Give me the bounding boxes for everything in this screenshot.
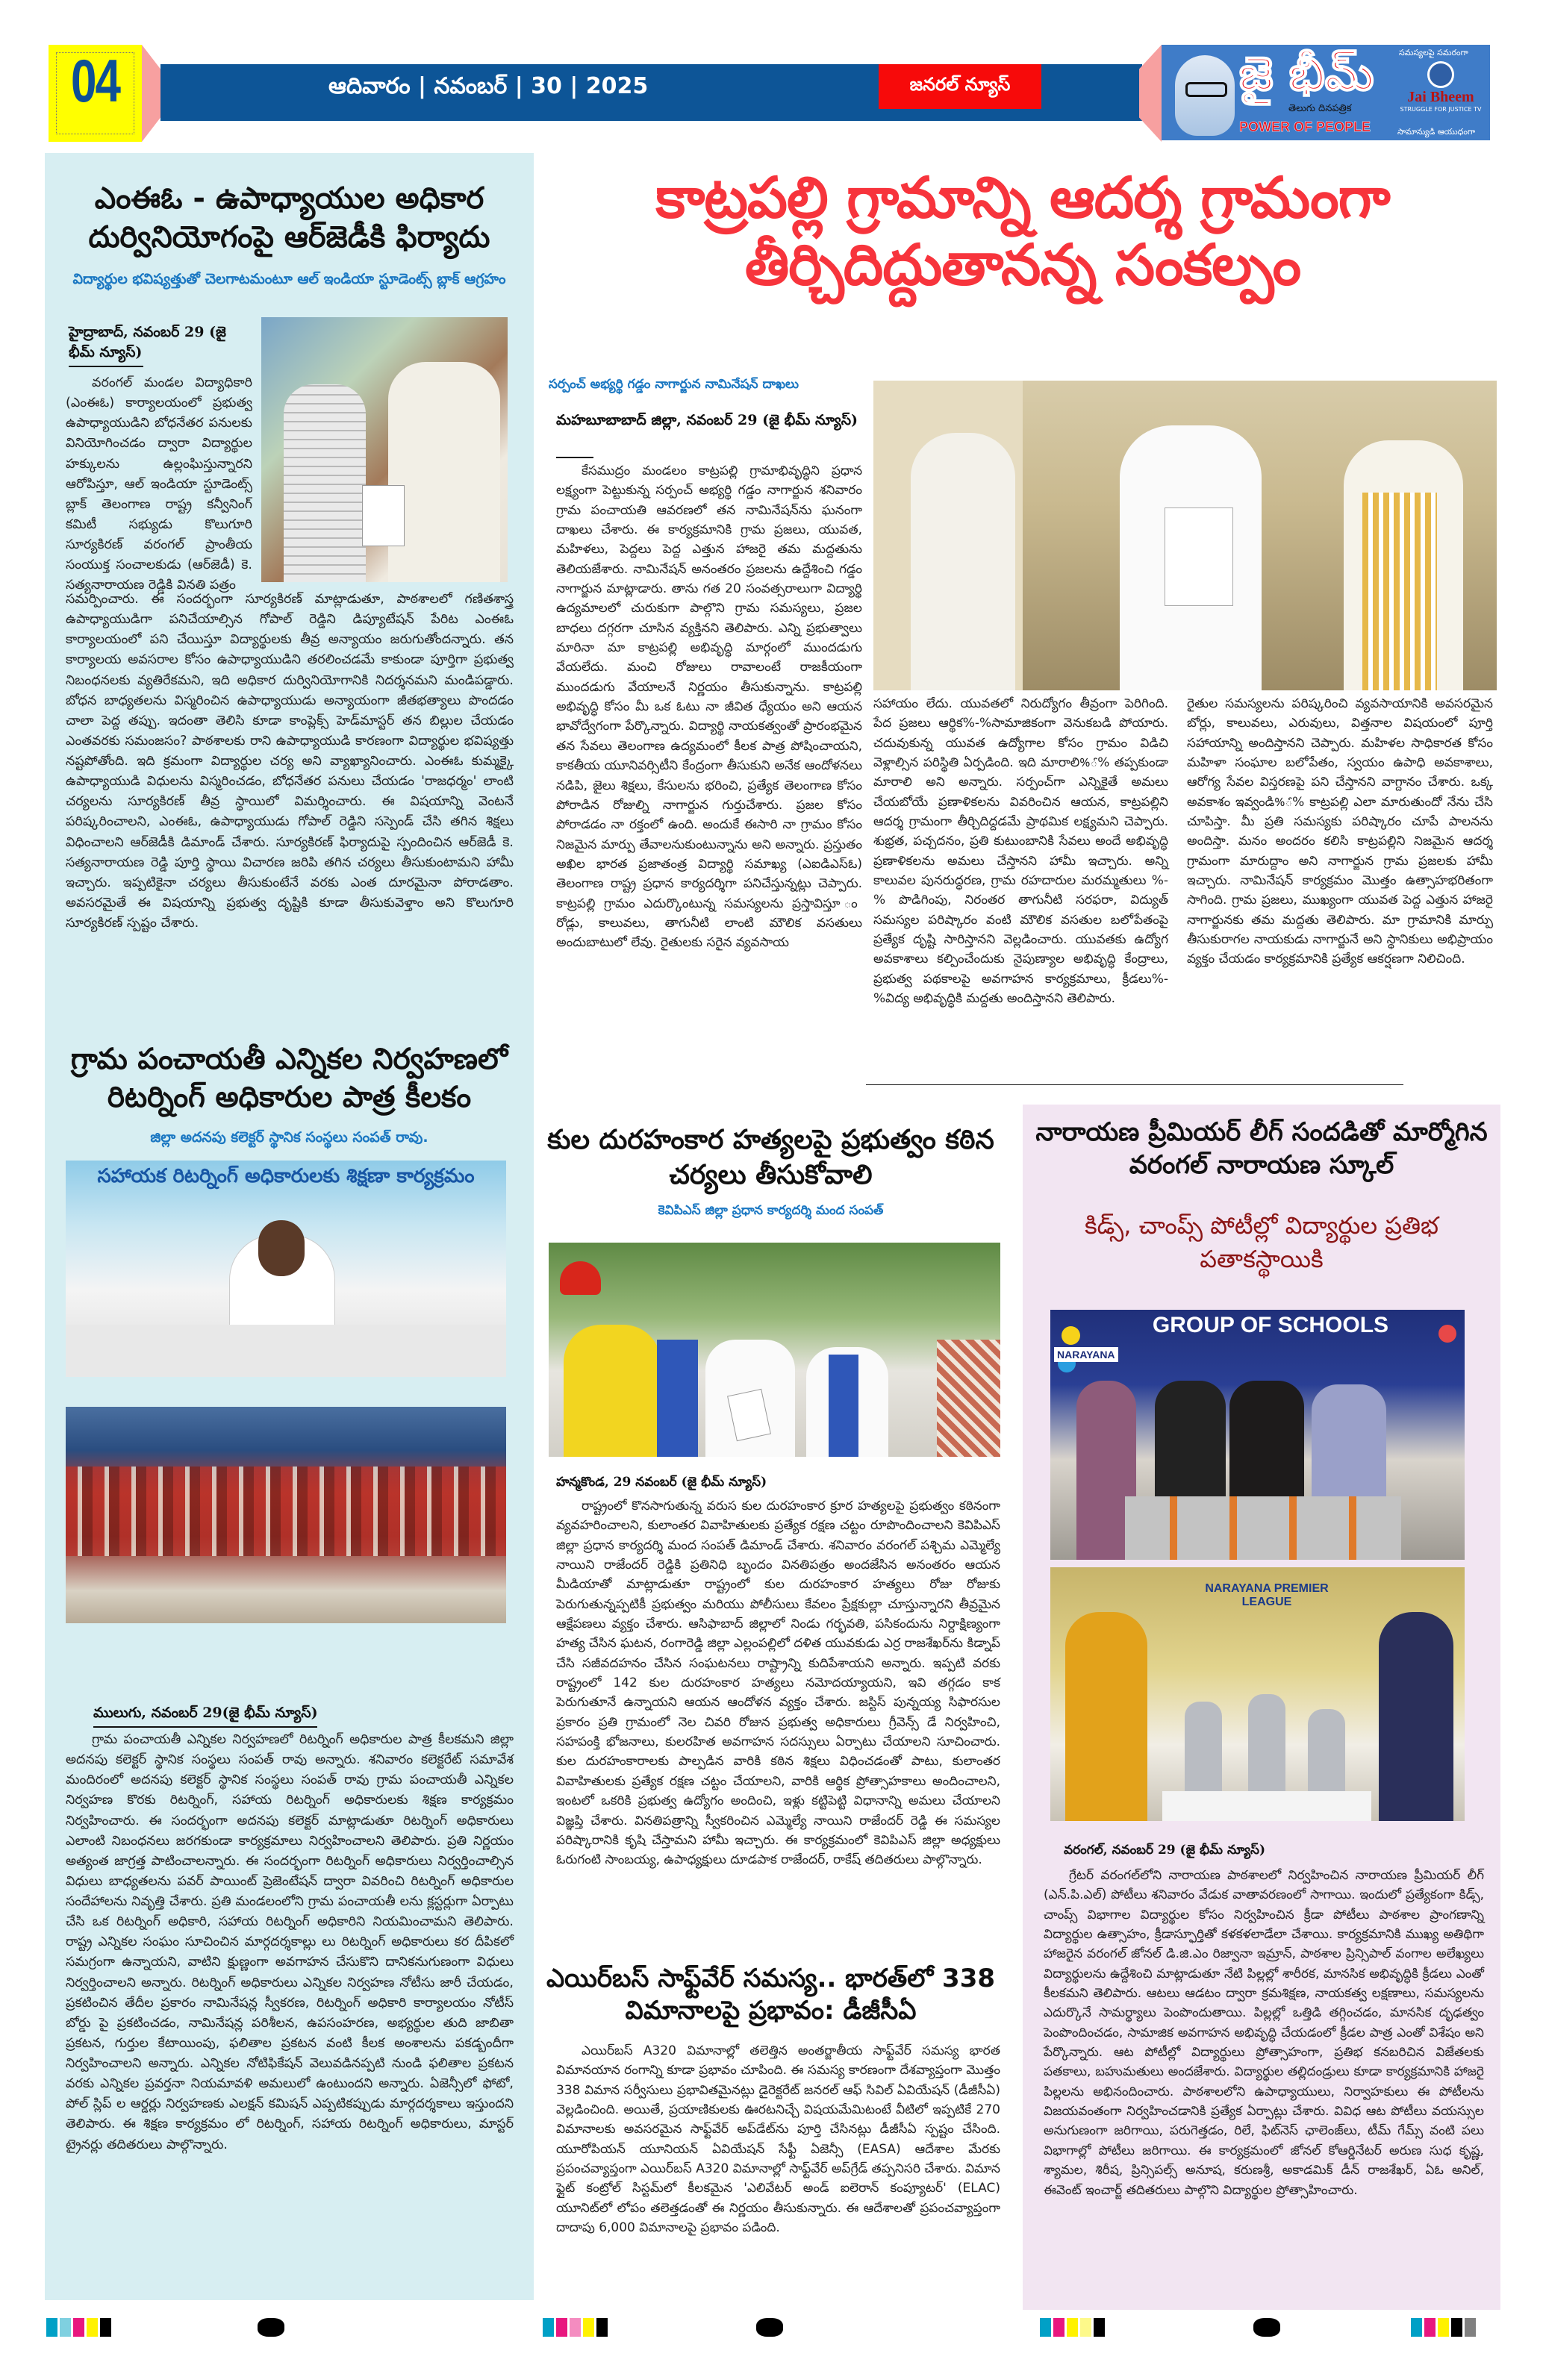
logo-name: జై భీమ్: [1239, 46, 1374, 101]
logo-subtitle: తెలుగు దినపత్రిక: [1288, 103, 1352, 114]
page-number-box: [49, 45, 142, 142]
panchayat-body: గ్రామ పంచాయతీ ఎన్నికల నిర్వహణలో రిటర్నింగ్ అధికారుల పాత్ర కీలకమని జిల్లా అదనపు కలెక్టర్ స్థానిక సంస్థలు సంపత్ రావు అన్నారు. శనివారం కలెక్టరేట్ సమావేశ మందిరంలో అదనపు కలెక్టర్ స్థానిక సంస్థలు సంపత్ రావు గ్రామ పంచాయతీ ఎన్నికల నిర్వహణ కొరకు రిటర్నింగ్, సహాయ రిటర్నింగ్ అధికారులకు శిక్షణ కార్యక్రమం నిర్వహించారు. ఈ సందర్భంగా అదనపు కలెక్టర్ మాట్లాడుతూ రిటర్నింగ్ అధికారులు ఎలాంటి నిబంధనలు జరగకుండా కార్యక్రమాలు నిర్వహించాలని తెలిపారు. ప్రతి నిర్ణయం అత్యంత జాగ్రత్త పాటించాలన్నారు. ఈ సందర్భంగా రిటర్నింగ్ అధికారులు నిర్వర్తించాల్సిన విధులు బాధ్యతలను పవర్ పాయింట్ ప్రెజెంటేషన్ ద్వారా వివరించి రిటర్నింగ్ అధికారుల సందేహాలను నివృత్తి చేశారు. ప్రతి మండలంలోని గ్రామ పంచాయతీ లను క్లస్టర్లుగా ఏర్పాటు చేసి ఒక రిటర్నింగ్ అధికారి, సహాయ రిటర్నింగ్ అధికారిని నియమించామని తెలిపారు. రాష్ట్ర ఎన్నికల సంఘం సూచించిన మార్గదర్శకాల్లు లు రిటర్నింగ్ అధికారులు కర దీపికలో సమగ్రంగా ఉన్నాయని, వాటిని క్షుణ్ణంగా అవగాహన చేసుకొని దానికనుగుణంగా విధులు నిర్వర్తించాలని అన్నారు. రిటర్నింగ్ అధికారులు ఎన్నికల నిర్వహణ నోటీసు జారీ చేయడం, ప్రకటించిన తేదీల ప్రకారం నామినేషన్ల స్వీకరణ, రిటర్నింగ్ అధికారి కార్యాలయం నోటీస్ బోర్డు పై ప్రకటించడం, నామినేషన్ల పరిశీలన, ఉపసంహరణ, అభ్యర్థుల తుది జాబితా ప్రకటన, గుర్తుల కేటాయింపు, ఫలితాల ప్రకటన వంటి కీలక అంశాలను పకడ్బందీగా నిర్వహించాలని అన్నారు. ఎన్నికల నోటిఫికేషన్ వెలువడినప్పటి నుండి ఫలితాల ప్రకటన వరకు ఎన్నికల ప్రవర్తనా నియమావళి అమలులో ఉంటుందని అన్నారు. ఏజెన్సీలో ఫోటో, పోల్ స్లిప్ ల ఆర్డర్లు నిర్వహణకు ఎలక్షన్ కమిషన్ ఎప్పటికప్పుడు మార్గదర్శకాలు ఇస్తుందని తెలిపారు. ఈ శిక్షణ కార్యక్రమం లో రిటర్నింగ్, సహాయ రిటర్నింగ్ అధికారులు, మాస్టర్ ట్రైనర్లు తదితరులు పాల్గొన్నారు.: [66, 1732, 514, 2152]
color-bar-1: [46, 2318, 111, 2337]
swatch-light-yellow: [1080, 2318, 1091, 2337]
airbus-headline: ఎయిర్‌బస్ సాఫ్ట్‌వేర్ సమస్య.. భారత్‌లో 338 విమానాలపై ప్రభావం: డీజీసీఏ: [546, 1964, 996, 2026]
page-number-fold: [142, 45, 160, 142]
panchayat-dateline: ములుగు, నవంబర్ 29(జై భీమ్ న్యూస్): [93, 1705, 318, 1721]
panchayat-rule: [93, 1726, 317, 1728]
meo-body-wide: సమర్పించారు. ఈ సందర్భంగా సూర్యకిరణ్ మాట్లాడుతూ, పాఠశాలలో గణితశాస్త్ర ఉపాధ్యాయుడిగా పనిచేయాల్సిన గోపాల్ రెడ్డిని డిప్యూటేషన్ పేరిట ఎంఈఓ కార్యాలయంలో పని చేయిస్తూ విద్యార్థులకు తీవ్ర అన్యాయం జరుగుతోందన్నారు. తన కార్యాలయ అవసరాల కోసం ఉపాధ్యాయుడిని తరలించడమే కాకుండా పూర్తిగా ప్రభుత్వ నిబంధనలకు వ్యతిరేకమని, ఇది అధికార దుర్వినియోగానికి నిదర్శనమని మండిపడ్డారు. బోధన బాధ్యతలను విస్మరించిన ఉపాధ్యాయుడు అన్యాయంగా జీతభత్యాలు పొందడం చాలా పెద్ద తప్పు. ఇదంతా తెలిసి కూడా కాంప్లెక్స్ హెడ్‌మాస్టర్ తన బిల్లుల చేయడం ఎంతవరకు సమంజసం? పాఠశాలకు రాని ఉపాధ్యాయుడి కారణంగా విద్యార్థుల భవిష్యత్తు నష్టపోతోంది. ఇది క్రమంగా విద్యార్థుల చర్య అని వ్యాఖ్యానించారు. ఎంఈఓ కుమ్మక్కై ఉపాధ్యాయుడి విధులను విస్మరించడం, బోధనేతర పనులు చేయడం 'రాజధర్మం' లాంటి చర్యలను సూర్యకిరణ్ తీవ్ర స్థాయిలో విమర్శించారు. ఈ విషయాన్ని వెంటనే పరిష్కరించాలని, ఎంఈఓ, ఉపాధ్యాయుడు గోపాల్ రెడ్డిని సస్పెండ్ చేసి తగిన శిక్షలు విధించాలని ఆర్‌జెడీకి డిమాండ్ చేశారు. సూర్యకిరణ్ ఫిర్యాదుపై స్పందించిన ఆర్‌జెడీ కె. సత్యనారాయణ రెడ్డి పూర్తి స్థాయి విచారణ జరిపి తగిన చర్యలు తీసుకుంటామని హామీ ఇచ్చారు. ఇప్పటికైనా చర్యలు తీసుకుంటేనే వరకు ఎంత దూరమైనా పోరాడతాం. అవసరమైతే ఈ విషయాన్ని ప్రభుత్వ దృష్టికి కూడా తీసుకువెళ్తాం అని కొలుగూరి సూర్యకిరణ్ స్పష్టం చేశారు.: [66, 592, 514, 931]
swatch-yellow: [583, 2318, 594, 2337]
meo-photo: [261, 317, 508, 582]
meo-body-narrow: వరంగల్ మండల విద్యాధికారి (ఎంఈఓ) కార్యాలయంలో ప్రభుత్వ ఉపాధ్యాయుడిని బోధనేతర పనులకు వినియోగించడం ద్వారా విద్యార్థుల హక్కులను ఉల్లంఘిస్తున్నారని ఆరోపిస్తూ, ఆల్ ఇండియా స్టూడెంట్స్ బ్లాక్ తెలంగాణ రాష్ట్ర కన్వీనింగ్ కమిటీ సభ్యుడు కొలుగూరి సూర్యకిరణ్ వరంగల్ ప్రాంతీయ సంయుక్త సంచాలకుడు (ఆర్‌జెడీ) కె. సత్యనారాయణ రెడ్డికి వినతి పత్రం: [66, 375, 252, 593]
narayana-photo-1: [1050, 1310, 1465, 1560]
katrapalli-photo: [873, 381, 1497, 690]
registration-mark-3: [1253, 2318, 1280, 2337]
training-banner-text: సహాయక రిటర్నింగ్ అధికారులకు శిక్షణా కార్యక్రమం: [97, 1165, 475, 1187]
registration-mark-2: [756, 2318, 783, 2337]
logo-fold: [1139, 45, 1162, 142]
page-number: 04: [71, 48, 119, 116]
swatch-magenta: [1424, 2318, 1436, 2337]
tv-sub: STRUGGLE FOR JUSTICE TV: [1400, 106, 1482, 113]
logo-motto-top: సమస్యలపై సమరంగా: [1399, 48, 1468, 57]
swatch-cyan: [1411, 2318, 1422, 2337]
katrapalli-col3: రైతుల సమస్యలను పరిష్కరించి వ్యవసాయానికి అవసరమైన బోర్లు, కాలువలు, ఎరువులు, విత్తనాల విషయంలో పూర్తి సహాయాన్ని అందిస్తానని చెప్పారు. మహిళల సాధికారత కోసం మహిళా సంఘాల బలోపేతం, స్వయం ఉపాధి అవకాశాలు, ఆరోగ్య సేవల విస్తరణపై పని చేస్తానని వాగ్దానం చేశారు. ఒక్క అవకాశం ఇవ్వండి%ౕ% కాట్రపల్లి ఎలా మారుతుందో నేను చేసి చూపిస్తా. మీ ప్రతి సమస్యకు పరిష్కారం చూపే పాలనను అందిస్తా. మనం అందరం కలిసి కాట్రపల్లిని నిజమైన ఆదర్శ గ్రామంగా మారుద్దాం అని నాగార్జున గ్రామ ప్రజలకు హామీ ఇచ్చారు. నామినేషన్ కార్యక్రమం మొత్తం ఉత్సాహభరితంగా సాగింది. గ్రామ ప్రజలు, ముఖ్యంగా యువత పెద్ద ఎత్తున హాజరై నాగార్జునకు తమ మద్దతు తెలిపారు. మా గ్రామానికి మార్పు తీసుకురాగల నాయకుడు నాగార్జునే అని స్థానికులు అభిప్రాయం వ్యక్తం చేయడం కార్యక్రమానికి ప్రత్యేక ఆకర్షణగా నిలిచింది.: [1187, 696, 1493, 967]
tv-emblem-icon: [1427, 61, 1454, 88]
swatch-black: [100, 2318, 111, 2337]
swatch-magenta: [1053, 2318, 1064, 2337]
katrapalli-subhead: సర్పంచ్ అభ్యర్థి గడ్డం నాగార్జున నామినేషన్ దాఖలు: [549, 377, 799, 392]
section-label: జనరల్ న్యూస్: [879, 64, 1041, 109]
meo-dateline: హైద్రాబాద్, నవంబర్ 29 (జై భీమ్ న్యూస్): [69, 324, 226, 360]
color-bar-3: [1040, 2318, 1105, 2337]
swatch-yellow: [87, 2318, 98, 2337]
narayana-dateline: వరంగల్, నవంబర్ 29 (జై భీమ్ న్యూస్): [1064, 1843, 1266, 1858]
meo-rule: [69, 366, 143, 367]
katrapalli-dateline: మహబూబాబాద్ జిల్లా, నవంబర్ 29 (జై భీమ్ న్యూస్): [556, 412, 858, 428]
narayana-body: గ్రేటర్ వరంగల్‌లోని నారాయణ పాఠశాలలో నిర్వహించిన నారాయణ ప్రీమియర్ లీగ్ (ఎన్.పి.ఎల్) పోటీలు శనివారం వేడుక వాతావరణంలో సాగాయి. ఇందులో ప్రత్యేకంగా కిడ్స్, చాంప్స్ విభాగాల విద్యార్థుల కోసం నిర్వహించిన క్రీడా పోటీలు పాఠశాల ప్రాంగణాన్ని విద్యార్థుల ఉత్సాహం, క్రీడాస్ఫూర్తితో కళకళలాడేలా చేశాయి. కార్యక్రమానికి ముఖ్య అతిథిగా హాజరైన వరంగల్ జోనల్ డి.జి.ఎం రిజ్వానా ఇమ్రాన్, పాఠశాల ప్రిన్సిపాల్ వంగాల అలేఖ్యలు విద్యార్థులను ఉద్దేశించి మాట్లాడుతూ నేటి పిల్లల్లో శారీరక, మానసిక అభివృద్ధికి క్రీడలు ఎంతో కీలకమని తెలిపారు. ఆటలు ఆడటం ద్వారా క్రమశిక్షణ, నాయకత్వ లక్షణాలు, సమస్యలను ఎదుర్కొనే సామర్థ్యాలు పెంపొందుతాయి. పిల్లల్లో ఒత్తిడి తగ్గించడం, మానసిక దృఢత్వం పెంపొందించడం, సామాజిక అవగాహన అభివృద్ధి చేయడంలో క్రీడల పాత్ర ఎంతో విశేషం అని పేర్కొన్నారు. ఆట పోటీల్లో విద్యార్థులు ప్రోత్సాహంగా, ప్రతిభ కనబరిచిన విజేతలకు పతకాలు, బహుమతులు అందజేశారు. విద్యార్థుల తల్లిదండ్రులు కూడా కార్యక్రమానికి హాజరై పిల్లలను అభినందించారు. పాఠశాలలోని ఉపాధ్యాయులు, నిర్వాహకులు ఈ పోటీలను విజయవంతంగా నిర్వహించడానికి ప్రత్యేక ఏర్పాట్లు చేశారు. వివిధ ఆట పోటీలు వయస్సుల అనుగుణంగా జరిగాయి, పరుగెత్తడం, రిలే, ఫిట్‌నెస్ ఛాలెంజ్‌లు, టీమ్ గేమ్స్ వంటి పలు విభాగాల్లో పోటీలు జరిగాయి. ఈ కార్యక్రమంలో జోనల్ కోఆర్డినేటర్ అరుణ సుధ కృష్ణ, శ్యామల, శిరీష, ప్రిన్సిపల్స్ అనూష, కరుణశ్రీ, అకాడమిక్ డీన్ రాజశేఖర్, ఏఓ అనిల్, ఈవెంట్ ఇంచార్జ్ తదితరులు పాల్గొని విద్యార్థుల ప్రోత్సాహించారు.: [1044, 1868, 1484, 2198]
tv-name: Jai Bheem: [1407, 89, 1474, 105]
swatch-black: [596, 2318, 608, 2337]
swatch-cyan: [1040, 2318, 1051, 2337]
narayana-headline: నారాయణ ప్రీమియర్ లీగ్ సందడితో మార్మోగిన వరంగల్ నారాయణ స్కూల్: [1035, 1117, 1488, 1181]
caste-body: రాష్ట్రంలో కొనసాగుతున్న వరుస కుల దురహంకార క్రూర హత్యలపై ప్రభుత్వం కఠినంగా వ్యవహరించాలని, కులాంతర వివాహితులకు ప్రత్యేక రక్షణ చట్టం రూపొందించాలని కెవిపిఎస్ జిల్లా ప్రధాన కార్యదర్శి మంద సంపత్ డిమాండ్ చేశారు. శనివారం వరంగల్ పశ్చిమ ఎమ్మెల్యే నాయిని రాజేందర్ రెడ్డికి ప్రతినిధి బృందం వినతిపత్రం అందజేసిన అనంతరం ఆయన మీడియాతో మాట్లాడుతూ రాష్ట్రంలో కుల దురహంకార హత్యలు రోజు రోజుకు పెరుగుతున్నప్పటికీ ప్రభుత్వం మరియు పోలీసులు కేవలం ప్రేక్షకుల్లా చూస్తున్నారని తీవ్రమైన ఆక్షేపణలు వ్యక్తం చేశారు. ఆసిఫాబాద్ జిల్లాలో నిండు గర్భవతి, పసికందును నిర్దాక్షిణ్యంగా హత్య చేసిన ఘటన, రంగారెడ్డి జిల్లా ఎల్లంపల్లిలో దళిత యువకుడు ఎర్ర రాజశేఖర్‌ను కిడ్నాప్ చేసి సజీవదహనం చేసిన సంఘటనలు రాష్ట్రాన్ని కుదిపేశాయని అన్నారు. ఇప్పటి వరకు రాష్ట్రంలో 142 కుల దురహంకార హత్యలు నమోదయ్యాయని, ఇవి తగ్గడం కాక పెరుగుతూనే ఉన్నాయని ఆయన ఆందోళన వ్యక్తం చేశారు. జస్టిస్ పున్నయ్య సిఫారసుల ప్రకారం ప్రతి గ్రామంలో నెల చివరి రోజున ప్రభుత్వ అధికారులు గ్రీవెన్స్ డే నిర్వహించి, సహపంక్తి భోజనాలు, కులరహిత అవగాహన సదస్సులు ఏర్పాటు చేయాలని సూచించారు. కుల దురహంకారాలకు పాల్పడిన వారికి కఠిన శిక్షలు విధించడంతో పాటు, కులాంతర వివాహితులకు ప్రత్యేక రక్షణ చట్టం చేయాలని, వారికి ఆర్థిక ప్రోత్సాహకాలు అందించాలని, ఇంటలో ఒకరికి ప్రభుత్వ ఉద్యోగం అందించి, ఇళ్లు కట్టిపెట్టి విధానాన్ని అమలు చేయాలని విజ్ఞప్తి చేశారు. వినతిపత్రాన్ని స్వీకరించిన ఎమ్మెల్యే నాయిని రాజేందర్ రెడ్డి ఈ సమస్యల పరిష్కారానికి కృషి చేస్తామని హామీ ఇచ్చారు. ఈ కార్యక్రమంలో కెవిపిఎస్ జిల్లా అధ్యక్షులు ఓరుగంటి సాంబయ్య, ఉపాధ్యక్షులు దూడపాక రాజేందర్, రాకేష్ తదితరులు పాల్గొన్నారు.: [556, 1499, 1000, 1868]
ambedkar-portrait-icon: [1175, 55, 1235, 136]
registration-mark-1: [258, 2318, 284, 2337]
panchayat-photo-1: [66, 1161, 506, 1377]
photo-brand-text: NARAYANA: [1054, 1347, 1118, 1362]
swatch-magenta: [556, 2318, 567, 2337]
narayana-subhead: కిడ్స్, చాంప్స్ పోటీల్లో విద్యార్థుల ప్రతిభ పతాకస్థాయికి: [1084, 1211, 1439, 1273]
caste-subhead: కెవిపిఎస్ జిల్లా ప్రధాన కార్యదర్శి మంద సంపత్: [658, 1203, 884, 1218]
masthead-logo: [1162, 45, 1490, 140]
swatch-magenta: [73, 2318, 84, 2337]
story-divider: [866, 1084, 1403, 1085]
meo-headline: ఎంఈఓ - ఉపాధ్యాయుల అధికార దుర్వినియోగంపై ఆర్‌జెడీకి ఫిర్యాదు: [88, 181, 490, 254]
caste-photo: [549, 1243, 1000, 1457]
meo-subhead: విద్యార్థుల భవిష్యత్తుతో చెలగాటమంటూ ఆల్ ఇండియా స్టూడెంట్స్ బ్లాక్ ఆగ్రహం: [72, 271, 506, 287]
katrapalli-col2: సహాయం లేదు. యువతలో నిరుద్యోగం తీవ్రంగా పెరిగింది. పేద ప్రజలు ఆర్థిక%-%సామాజికంగా వెనుకబడి పోయారు. చదువుకున్న యువత ఉద్యోగాల కోసం గ్రామం విడిచి వెళ్లాల్సిన పరిస్థితి ఏర్పడింది. ఇది మారాలి%ౕ% తప్పకుండా మారాలి అని అన్నారు. సర్పంచ్‌గా ఎన్నికైతే అమలు చేయబోయే ప్రణాళికలను వివరించిన ఆయన, కాట్రపల్లిని ఆదర్శ గ్రామంగా తీర్చిదిద్దడమే ప్రాథమిక లక్ష్యమని చెప్పారు. శుభ్రత, పచ్చదనం, ప్రతి కుటుంబానికి సేవలు అందే అభివృద్ధి ప్రణాళికలను అమలు చేస్తానని హామీ ఇచ్చారు. అన్ని కాలువల పునరుద్ధరణ, గ్రామ రహదారుల మరమ్మతులు %-% పొడిగింపు, నిరంతర తాగునీటి సరఫరా, విద్యుత్ సమస్యల పరిష్కారం వంటి మౌలిక వసతుల బలోపేతంపై ప్రత్యేక దృష్టి సారిస్తానని వెల్లడించారు. యువతకు ఉద్యోగ అవకాశాలు కల్పించేందుకు నైపుణ్యాల అభివృద్ధి కేంద్రాలు, ప్రభుత్వ పథకాలపై అవగాహన కార్యక్రమాలు, క్రీడలు%-%విద్య అభివృద్ధికి మద్దతు అందిస్తానని తెలిపారు.: [873, 696, 1168, 1007]
swatch-light-magenta: [570, 2318, 581, 2337]
logo-tagline: POWER OF PEOPLE: [1239, 119, 1371, 134]
katrapalli-col1: కేసముద్రం మండలం కాట్రపల్లి గ్రామాభివృద్ధిని ప్రధాన లక్ష్యంగా పెట్టుకున్న సర్పంచ్ అభ్యర్థి గడ్డం నాగార్జున శనివారం గ్రామ పంచాయతి ఆవరణలో తన నామినేషన్‌ను ఘనంగా దాఖలు చేశారు. ఈ కార్యక్రమానికి గ్రామ ప్రజలు, యువత, మహిళలు, పెద్దలు పెద్ద ఎత్తున హాజరై తమ మద్దతును తెలియజేశారు. నామినేషన్ అనంతరం ప్రజలను ఉద్దేశించి గడ్డం నాగార్జున మాట్లాడారు. తాను గత 20 సంవత్సరాలుగా విద్యార్థి ఉద్యమాలలో చురుకుగా పాల్గొని గ్రామ సమస్యలు, ప్రజల బాధలు దగ్గరగా చూసిన వ్యక్తినని తెలిపారు. ఎన్ని ప్రభుత్వాలు మారినా మా కాట్రపల్లి అభివృద్ధి మార్గంలో ముందడుగు వేయలేదు. మంచి రోజులు రావాలంటే రాజకీయంగా ముందడుగు వేయాలనే నిర్ణయం తీసుకున్నాను. కాట్రపల్లి అభివృద్ధి కోసం మీ ఒక ఓటు నా జీవిత ధ్యేయం అని ఆయన భావోద్వేగంగా పేర్కొన్నారు. విద్యార్థి నాయకత్వంతో ప్రారంభమైన తన సేవలు తెలంగాణ ఉద్యమంలో కీలక పాత్ర పోషించాయని, కాకతీయ యూనివర్సిటీని కేంద్రంగా తీసుకుని అనేక ఆందోళనలు నడిపి, జైలు శిక్షలు, కేసులను భరించి, ప్రత్యేక తెలంగాణ కోసం పోరాడిన రోజుల్ని నాగార్జున గుర్తుచేశారు. ప్రజల కోసం పోరాడడం నా రక్తంలో ఉంది. అందుకే ఈసారి నా గ్రామం కోసం నిజమైన మార్పు తేవాలనుకుంటున్నాను అని అన్నారు. ప్రస్తుతం అఖిల భారత ప్రజాతంత్ర విద్యార్థి సమాఖ్య (ఎఐడిఎస్ఓ) తెలంగాణ రాష్ట్ర ప్రధాన కార్యదర్శిగా పనిచేస్తున్నట్లు చెప్పారు. కాట్రపల్లి గ్రామం ఎదుర్కొంటున్న సమస్యలను ప్రస్తావిస్తూ ం రోడ్లు, కాలువలు, తాగునీటి లాంటి మౌలిక వసతులు అందుబాటులో లేవు. రైతులకు సరైన వ్యవసాయ: [556, 463, 862, 951]
color-bar-2: [543, 2318, 608, 2337]
color-bar-4: [1411, 2318, 1476, 2337]
photo2-banner-text: NARAYANA PREMIER LEAGUE: [1205, 1582, 1329, 1608]
katrapalli-rule: [556, 457, 593, 458]
airbus-body: ఎయిర్‌బస్ A320 విమానాల్లో తలెత్తిన అంతర్జాతీయ సాఫ్ట్‌వేర్ సమస్య భారత విమానయాన రంగాన్ని కూడా ప్రభావం చూపింది. ఈ సమస్య కారణంగా దేశవ్యాప్తంగా మొత్తం 338 విమాన సర్వీసులు ప్రభావితమైనట్లు డైరెక్టరేట్ జనరల్ ఆఫ్ సివిల్ ఏవియేషన్ (డీజీసీఏ) వెల్లడించింది. అయితే, ప్రయాణికులకు ఊరటనిచ్చే విషయమేమిటంటే వీటిలో ఇప్పటికే 270 విమానాలకు అవసరమైన సాఫ్ట్‌వేర్ అప్‌డేట్‌ను పూర్తి చేసినట్లు డీజీసీఏ స్పష్టం చేసింది. యూరోపియన్ యూనియన్ ఏవియేషన్ సేఫ్టీ ఏజెన్సీ (EASA) ఆదేశాల మేరకు ప్రపంచవ్యాప్తంగా ఎయిర్‌బస్ A320 విమానాల్లో సాఫ్ట్‌వేర్ అప్‌గ్రేడ్ తప్పనిసరి చేశారు. విమాన ఫ్లైట్ కంట్రోల్ సిస్టమ్‌లో కీలకమైన 'ఎలివేటర్ అండ్ ఐలెరాన్ కంప్యూటర్' (ELAC) యూనిట్‌లో లోపం తలెత్తడంతో ఈ నిర్ణయం తీసుకున్నారు. ఈ ఆదేశాలతో ప్రపంచవ్యాప్తంగా దాదాపు 6,000 విమానాలపై ప్రభావం పడింది.: [556, 2043, 1000, 2236]
narayana-photo-2: [1050, 1567, 1465, 1821]
swatch-light-cyan: [60, 2318, 71, 2337]
panchayat-subhead: జిల్లా అదనపు కలెక్టర్ స్థానిక సంస్థలు సంపత్ రావు.: [150, 1129, 428, 1146]
swatch-cyan: [543, 2318, 554, 2337]
swatch-black: [1451, 2318, 1462, 2337]
swatch-yellow: [1067, 2318, 1078, 2337]
swatch-cyan: [46, 2318, 57, 2337]
panchayat-headline: గ్రామ పంచాయతీ ఎన్నికల నిర్వహణలో రిటర్నింగ్ అధికారుల పాత్ర కీలకం: [70, 1043, 508, 1114]
logo-motto-bottom: సామాన్యుడి ఆయుధంగా: [1397, 127, 1476, 137]
caste-dateline: హన్మకొండ, 29 నవంబర్ (జై భీమ్ న్యూస్): [556, 1475, 767, 1490]
issue-date: ఆదివారం | నవంబర్ | 30 | 2025: [328, 73, 649, 99]
caste-headline: కుల దురహంకార హత్యలపై ప్రభుత్వం కఠిన చర్యలు తీసుకోవాలి: [547, 1125, 994, 1190]
tv-logo: [1394, 61, 1487, 113]
katrapalli-headline: కాట్రపల్లి గ్రామాన్ని ఆదర్శ గ్రామంగా తీర్చిదిద్దుతానన్న సంకల్పం: [655, 164, 1390, 298]
swatch-yellow: [1438, 2318, 1449, 2337]
photo-banner-text: GROUP OF SCHOOLS: [1152, 1313, 1389, 1337]
panchayat-photo-2: [66, 1407, 506, 1623]
swatch-gray: [1465, 2318, 1476, 2337]
swatch-black: [1094, 2318, 1105, 2337]
